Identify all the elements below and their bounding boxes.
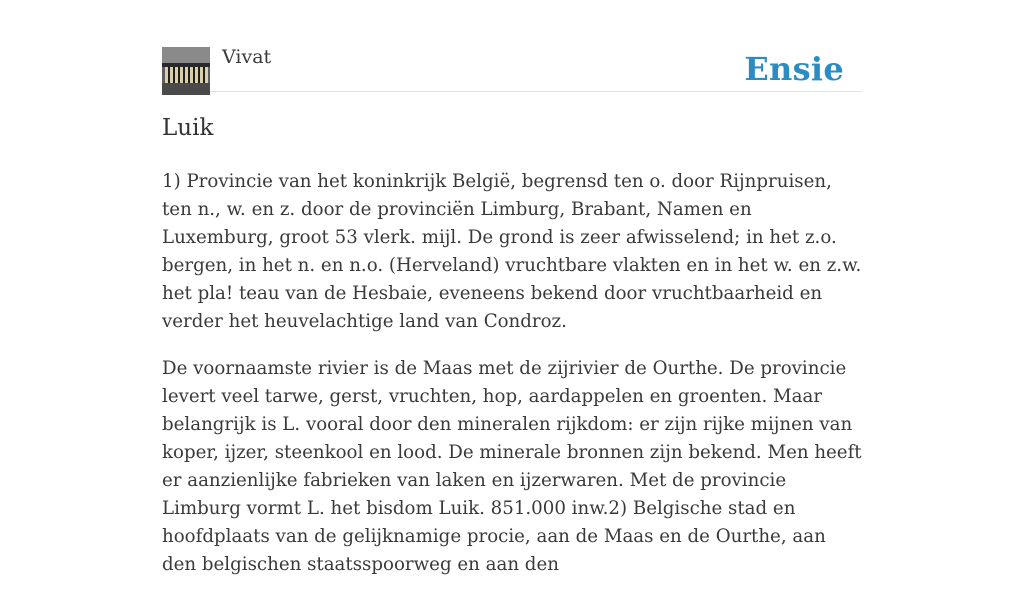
article-body	[162, 168, 862, 598]
avatar-image-icon	[162, 47, 210, 95]
ensie-logo-link[interactable]: Ensie	[744, 50, 844, 88]
article-paragraph: 1) Provincie van het koninkrijk België, begrensd ten o. door Rijnpruisen, ten n., w. en z. door de provinciën Limburg, Brabant, Namen en Luxemburg, groot 53 vlerk. mijl. De grond is zeer afwisselend; in het z.o. bergen, in het n. en n.o. (Herveland) vruchtbare vlakten en in het w. en z.w. het pla! teau van de Hesbaie, eveneens bekend door vruchtbaarheid en verder het heuvelachtige land van Condroz.	[162, 171, 862, 332]
page-container	[162, 0, 862, 575]
header	[162, 0, 862, 92]
author-avatar[interactable]	[162, 47, 210, 95]
article-paragraph: De voornaamste rivier is de Maas met de zijrivier de Ourthe. De provincie levert veel tarwe, gerst, vruchten, hop, aardappelen en groenten. Maar belangrijk is L. vooral door den mineralen rijkdom: er zijn rijke mijnen van koper, ijzer, steenkool en lood. De minerale bronnen zijn bekend. Men heeft er aanzienlijke fabrieken van laken en ijzerwaren. Met de provincie Limburg vormt L. het bisdom Luik. 851.000 inw.2) Belgische stad en hoofdplaats van de gelijknamige procie, aan de Maas en de Ourthe, aan den belgischen staatsspoorweg en aan den	[162, 358, 862, 575]
author-name-link[interactable]: Vivat	[222, 46, 272, 68]
article-title: Luik	[162, 115, 214, 141]
